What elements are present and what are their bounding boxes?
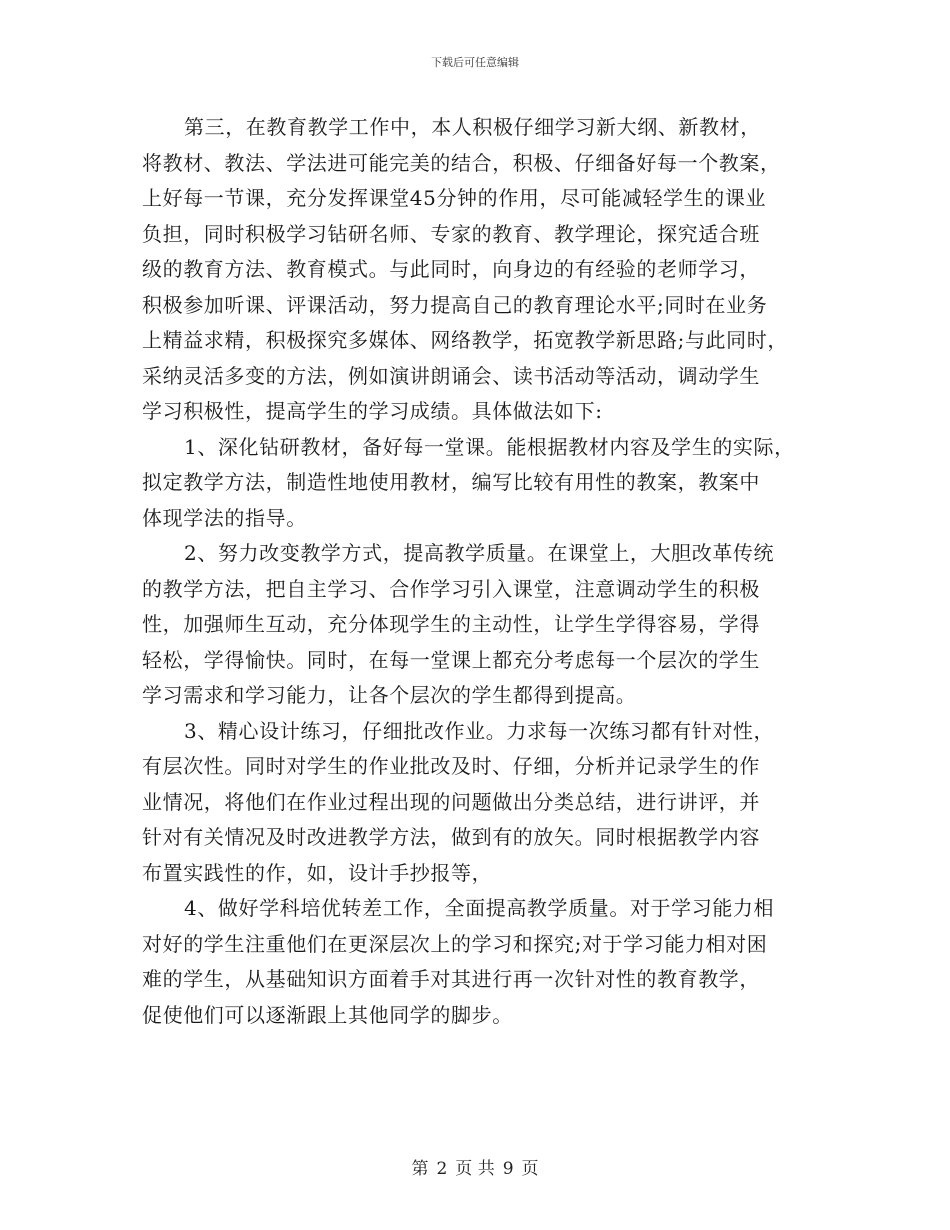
text-line: 学习需求和学习能力，让各个层次的学生都得到提高。 bbox=[142, 683, 637, 707]
text-line: 的教学方法，把自主学习、合作学习引入课堂，注意调动学生的积极 bbox=[142, 576, 760, 601]
footer-prefix: 第 bbox=[411, 1159, 429, 1179]
text-line: 体现学法的指导。 bbox=[142, 505, 307, 530]
text-line: 负担，同时积极学习钻研名师、专家的教育、教学理论，探究适合班 bbox=[142, 221, 760, 246]
text-line: 第三，在教育教学工作中，本人积极仔细学习新大纲、新教材， bbox=[184, 115, 761, 139]
text-line: 1、深化钻研教材，备好每一堂课。能根据教材内容及学生的实际， bbox=[184, 434, 795, 459]
footer-middle: 页 共 bbox=[455, 1159, 495, 1179]
text-line: 难的学生，从基础知识方面着手对其进行再一次针对性的教育教学， bbox=[142, 967, 760, 991]
text-line: 业情况，将他们在作业过程出现的问题做出分类总结，进行讲评，并 bbox=[142, 789, 760, 814]
text-line: 性，加强师生互动，充分体现学生的主动性，让学生学得容易，学得 bbox=[142, 612, 760, 636]
footer-current-page: 2 bbox=[436, 1159, 448, 1179]
text-line: 促使他们可以逐渐跟上其他同学的脚步。 bbox=[142, 1002, 513, 1027]
text-line: 采纳灵活多变的方法，例如演讲朗诵会、读书活动等活动，调动学生 bbox=[142, 363, 760, 388]
text-line: 3、精心设计练习，仔细批改作业。力求每一次练习都有针对性， bbox=[184, 718, 775, 743]
page-footer bbox=[0, 1154, 950, 1179]
text-line: 2、努力改变教学方式，提高教学质量。在课堂上，大胆改革传统 bbox=[184, 541, 775, 565]
footer-suffix: 页 bbox=[521, 1159, 539, 1179]
page-header: 下载后可任意编辑 bbox=[431, 56, 519, 69]
text-line: 4、做好学科培优转差工作，全面提高教学质量。对于学习能力相 bbox=[184, 896, 775, 920]
footer-total-pages: 9 bbox=[502, 1159, 514, 1179]
text-line: 学习积极性，提高学生的学习成绩。具体做法如下: bbox=[142, 399, 603, 423]
body-text bbox=[142, 110, 818, 1033]
text-line: 拟定教学方法，制造性地使用教材，编写比较有用性的教案，教案中 bbox=[142, 470, 760, 494]
text-line: 上精益求精，积极探究多媒体、网络教学，拓宽教学新思路;与此同时， bbox=[142, 328, 788, 352]
text-line: 积极参加听课、评课活动，努力提高自己的教育理论水平;同时在业务 bbox=[142, 292, 768, 317]
text-line: 布置实践性的作，如，设计手抄报等， bbox=[142, 860, 493, 885]
text-line: 级的教育方法、教育模式。与此同时，向身边的有经验的老师学习， bbox=[142, 257, 760, 281]
text-line: 有层次性。同时对学生的作业批改及时、仔细，分析并记录学生的作 bbox=[142, 754, 760, 778]
text-line: 对好的学生注重他们在更深层次上的学习和探究;对于学习能力相对困 bbox=[142, 931, 768, 956]
text-line: 上好每一节课，充分发挥课堂45分钟的作用，尽可能减轻学生的课业 bbox=[142, 186, 767, 210]
text-line: 轻松，学得愉快。同时，在每一堂课上都充分考虑每一个层次的学生 bbox=[142, 647, 760, 672]
text-line: 将教材、教法、学法进可能完美的结合，积极、仔细备好每一个教案， bbox=[142, 150, 781, 175]
text-line: 针对有关情况及时改进教学方法，做到有的放矢。同时根据教学内容 bbox=[142, 825, 760, 849]
